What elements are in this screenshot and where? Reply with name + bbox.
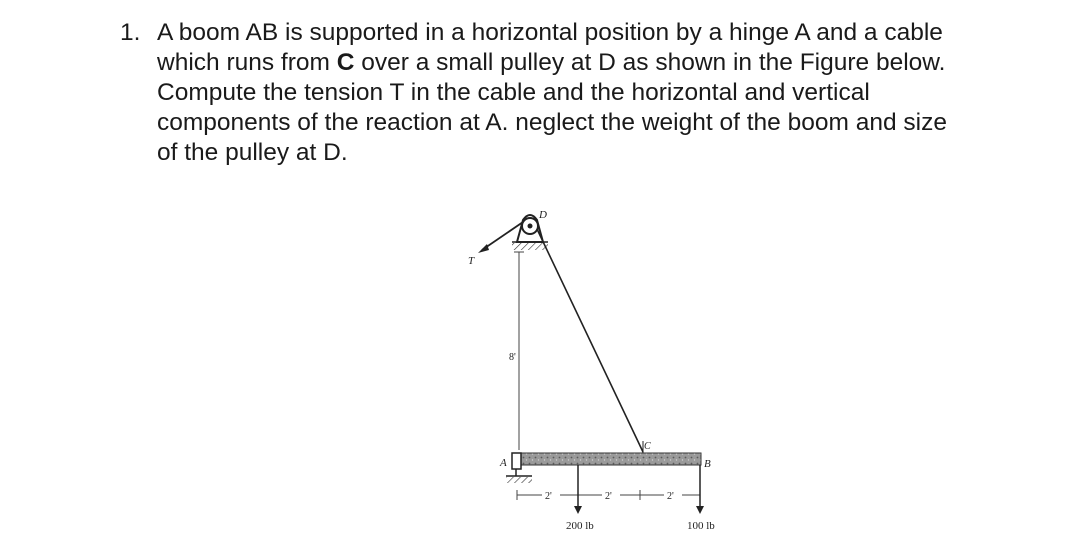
bold-point-c: C <box>336 49 355 76</box>
label-c: C <box>644 441 651 452</box>
label-b: B <box>704 458 711 470</box>
load-100-label: 100 lb <box>687 520 715 532</box>
label-t: T <box>468 255 475 267</box>
problem-line-1: A boom AB is supported in a horizontal position by a hinge A and a cable <box>157 19 943 46</box>
load-200-label: 200 lb <box>566 520 594 532</box>
height-dimension <box>514 252 524 450</box>
boom-ab <box>517 453 701 465</box>
pulley-icon <box>522 218 538 234</box>
label-seg-2: 2' <box>605 491 612 502</box>
label-seg-3: 2' <box>667 491 674 502</box>
problem-number: 1. <box>120 19 141 46</box>
problem-line-2-start: which runs from <box>157 49 337 76</box>
cable-dc <box>537 229 643 452</box>
problem-line-2-end: over a small pulley at D as shown in the Figure below. <box>354 49 946 76</box>
label-d: D <box>539 209 547 221</box>
label-seg-1: 2' <box>545 491 552 502</box>
label-height: 8' <box>509 352 516 363</box>
problem-line-3: Compute the tension T in the cable and the horizontal and vertical <box>157 79 870 106</box>
load-arrow-200-icon <box>574 465 582 514</box>
problem-line-5: of the pulley at D. <box>157 139 348 166</box>
label-a: A <box>500 457 507 469</box>
ceiling-support <box>512 242 548 250</box>
tension-arrow-icon <box>478 244 489 253</box>
load-arrow-100-icon <box>696 465 704 514</box>
problem-line-4: components of the reaction at A. neglect the weight of the boom and size <box>157 109 947 136</box>
